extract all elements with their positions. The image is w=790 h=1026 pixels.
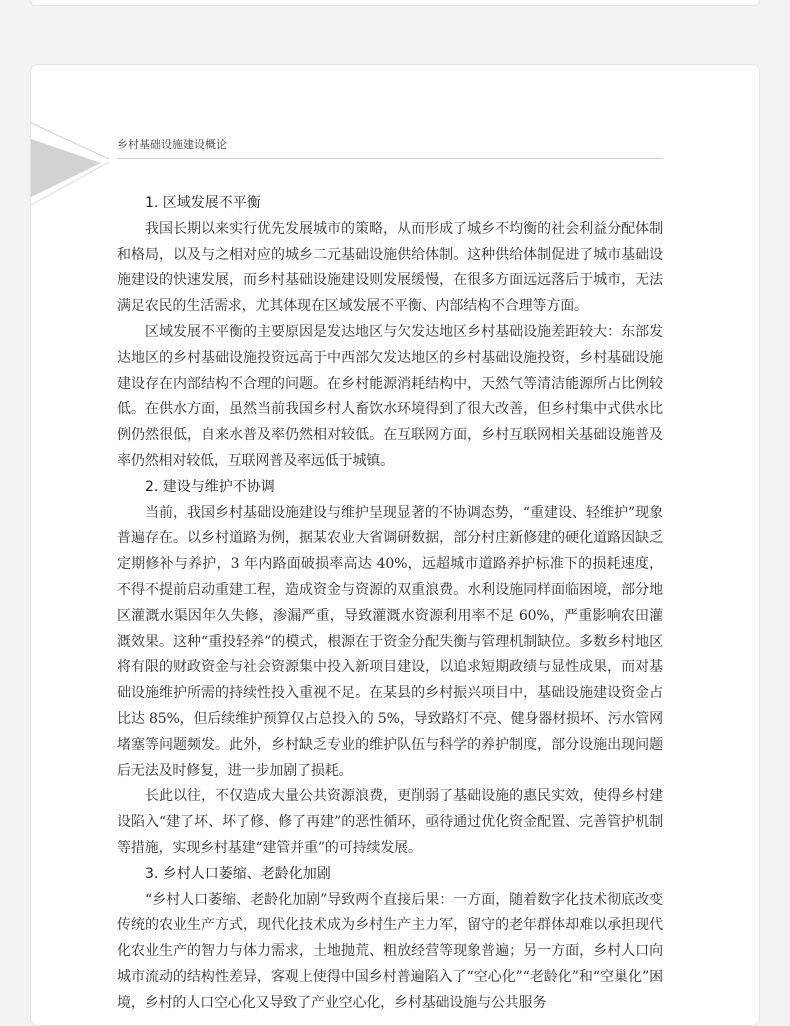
section-heading: 3. 乡村人口萎缩、老龄化加剧: [145, 865, 331, 882]
paragraph: 区域发展不平衡的主要原因是发达地区与欠发达地区乡村基础设施差距较大：东部发达地区的乡村基础设施投资远高于中西部欠发达地区的乡村基础设施投资，乡村基础设施建设存在内部结构不合理的问题。在乡村能源消耗结构中，天然气等清洁能源所占比例较低。在供水方面，虽然当前我国乡村人畜饮水环境得到了很大改善，但乡村集中式供水比例仍然很低，自来水普及率仍然相对较低。在互联网方面，乡村互联网相关基础设施普及率仍然相对较低，互联网普及率远低于城镇。: [117, 323, 663, 469]
page-body: [117, 191, 663, 1017]
paragraph: 长此以往，不仅造成大量公共资源浪费，更削弱了基础设施的惠民实效，使得乡村建设陷入“建了坏、坏了修、修了再建”的恶性循环，亟待通过优化资金配置、完善管护机制等措施，实现乡村基建“建管并重”的可持续发展。: [117, 788, 663, 856]
running-header-title: 乡村基础设施建设概论: [117, 138, 227, 151]
header-rule: [117, 158, 663, 159]
header-decoration: [31, 65, 141, 205]
section-heading: 2. 建设与维护不协调: [145, 478, 275, 495]
paragraph: “乡村人口萎缩、老龄化加剧”导致两个直接后果：一方面，随着数字化技术彻底改变传统的农业生产方式，现代化技术成为乡村生产主力军，留守的老年群体却难以承担现代化农业生产的智力与体力需求，土地抛荒、粗放经营等现象普遍；另一方面，乡村人口向城市流动的结构性差异，客观上使得中国乡村普遍陷入了“空心化”“老龄化”和“空巢化”困境，乡村的人口空心化又导致了产业空心化，乡村基础设施与公共服务: [117, 891, 663, 1011]
paragraph: 我国长期以来实行优先发展城市的策略，从而形成了城乡不均衡的社会利益分配体制和格局，以及与之相对应的城乡二元基础设施供给体制。这种供给体制促进了城市基础设施建设的快速发展，而乡村基础设施建设则发展缓慢，在很多方面远远落后于城市，无法满足农民的生活需求，尤其体现在区域发展不平衡、内部结构不合理等方面。: [117, 220, 663, 315]
previous-page-card: [30, 0, 760, 6]
page-card: [30, 64, 760, 1026]
section-heading: 1. 区域发展不平衡: [145, 195, 261, 211]
paragraph: 当前，我国乡村基础设施建设与维护呈现显著的不协调态势，“重建设、轻维护”现象普遍存在。以乡村道路为例，据某农业大省调研数据，部分村庄新修建的硬化道路因缺乏定期修补与养护，3 年内路面破损率高达 40%，远超城市道路养护标准下的损耗速度，不得不提前启动重建工程，造成资金与资源的双重浪费。水利设施同样面临困境，部分地区灌溉水渠因年久失修，渗漏严重，导致灌溉水资源利用率不足 60%，严重影响农田灌溉效果。这种“重投轻养”的模式，根源在于资金分配失衡与管理机制缺位。多数乡村地区将有限的财政资金与社会资源集中投入新项目建设，以追求短期政绩与显性成果，而对基础设施维护所需的持续性投入重视不足。在某县的乡村振兴项目中，基础设施建设资金占比达 85%，但后续维护预算仅占总投入的 5%，导致路灯不亮、健身器材损坏、污水管网堵塞等问题频发。此外，乡村缺乏专业的维护队伍与科学的养护制度，部分设施出现问题后无法及时修复，进一步加剧了损耗。: [117, 504, 663, 779]
